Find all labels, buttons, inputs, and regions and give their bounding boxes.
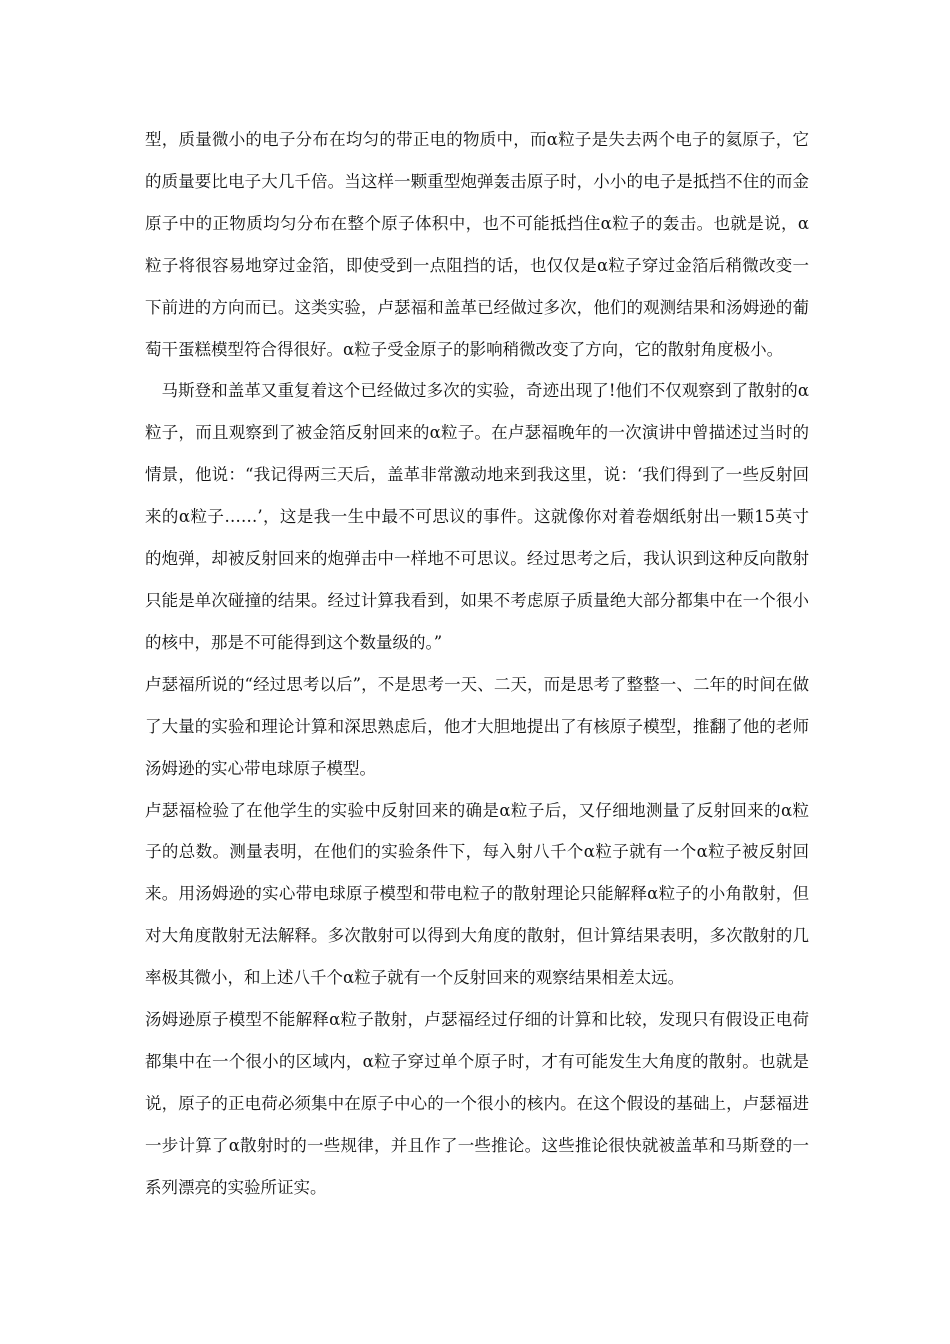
body-text [145,119,809,1209]
paragraph-1: 型，质量微小的电子分布在均匀的带正电的物质中，而α粒子是失去两个电子的氦原子，它的质量要比电子大几千倍。当这样一颗重型炮弹轰击原子时，小小的电子是抵挡不住的而金原子中的正物质均匀分布在整个原子体积中，也不可能抵挡住α粒子的轰击。也就是说，α粒子将很容易地穿过金箔，即使受到一点阻挡的话，也仅仅是α粒子穿过金箔后稍微改变一下前进的方向而已。这类实验，卢瑟福和盖革已经做过多次，他们的观测结果和汤姆逊的葡萄干蛋糕模型符合得很好。α粒子受金原子的影响稍微改变了方向，它的散射角度极小。 [145,130,809,359]
paragraph-5: 汤姆逊原子模型不能解释α粒子散射，卢瑟福经过仔细的计算和比较，发现只有假设正电荷都集中在一个很小的区域内，α粒子穿过单个原子时，才有可能发生大角度的散射。也就是说，原子的正电荷必须集中在原子中心的一个很小的核内。在这个假设的基础上，卢瑟福进一步计算了α散射时的一些规律，并且作了一些推论。这些推论很快就被盖革和马斯登的一系列漂亮的实验所证实。 [145,1010,809,1197]
paragraph-2: 马斯登和盖革又重复着这个已经做过多次的实验，奇迹出现了!他们不仅观察到了散射的α粒子，而且观察到了被金箔反射回来的α粒子。在卢瑟福晚年的一次演讲中曾描述过当时的情景，他说：“我记得两三天后，盖革非常激动地来到我这里，说：‘我们得到了一些反射回来的α粒子……’，这是我一生中最不可思议的事件。这就像你对着卷烟纸射出一颗15英寸的炮弹，却被反射回来的炮弹击中一样地不可思议。经过思考之后，我认识到这种反向散射只能是单次碰撞的结果。经过计算我看到，如果不考虑原子质量绝大部分都集中在一个很小的核中，那是不可能得到这个数量级的。” [145,381,809,652]
paragraph-3: 卢瑟福所说的“经过思考以后”，不是思考一天、二天，而是思考了整整一、二年的时间在做了大量的实验和理论计算和深思熟虑后，他才大胆地提出了有核原子模型，推翻了他的老师汤姆逊的实心带电球原子模型。 [145,674,809,778]
paragraph-4: 卢瑟福检验了在他学生的实验中反射回来的确是α粒子后，又仔细地测量了反射回来的α粒子的总数。测量表明，在他们的实验条件下，每入射八千个α粒子就有一个α粒子被反射回来。用汤姆逊的实心带电球原子模型和带电粒子的散射理论只能解释α粒子的小角散射，但对大角度散射无法解释。多次散射可以得到大角度的散射，但计算结果表明，多次散射的几率极其微小，和上述八千个α粒子就有一个反射回来的观察结果相差太远。 [145,800,809,988]
